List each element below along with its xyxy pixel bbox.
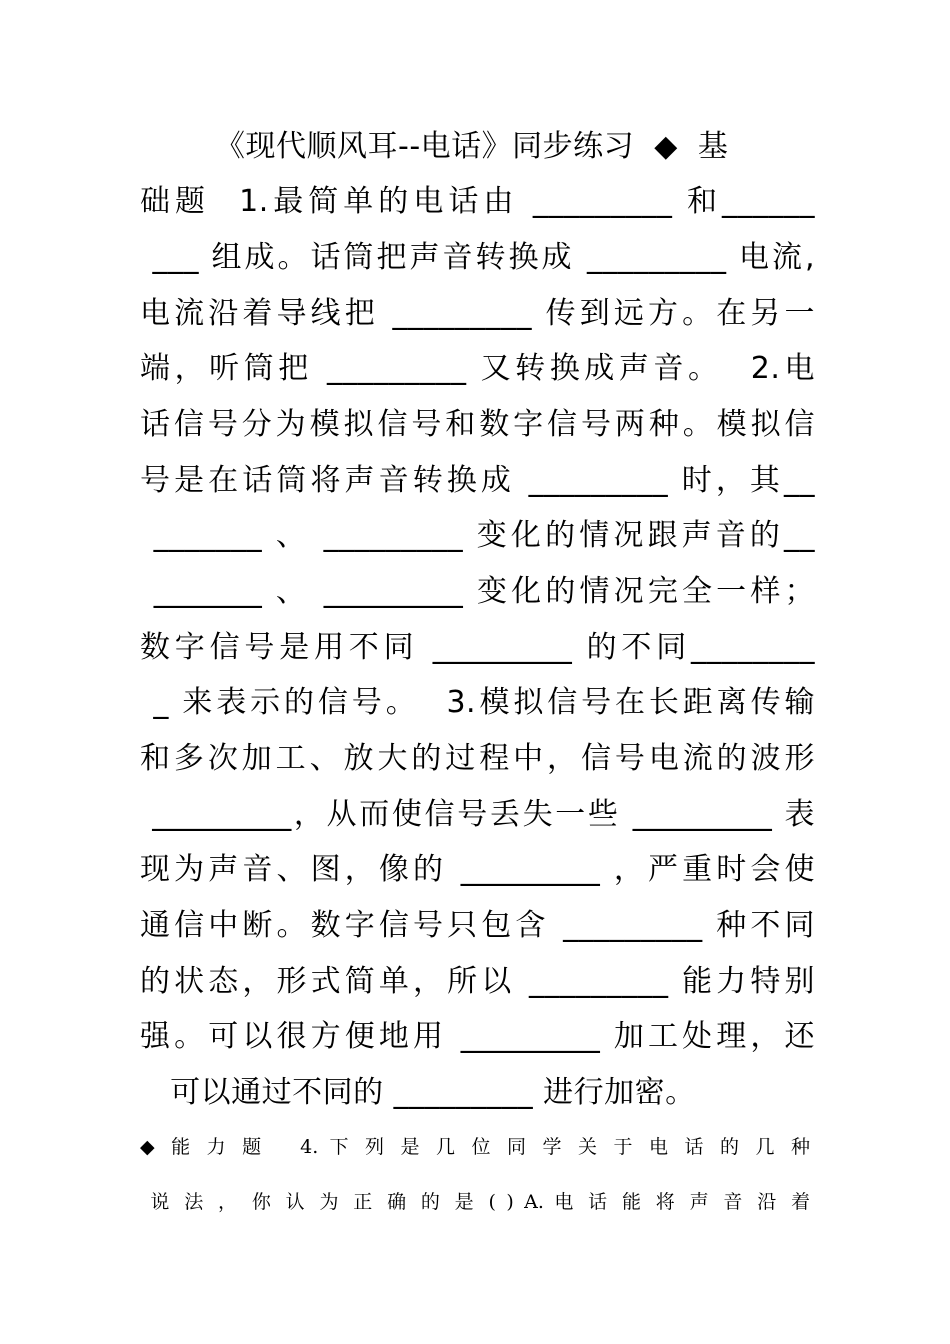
text-line-7: 号是在话筒将声音转换成 _________ 时，其__ bbox=[140, 463, 815, 498]
text-line-8: _______ 、 _________ 变化的情况跟声音的__ bbox=[140, 518, 815, 553]
title-line: 《现代顺风耳--电话》同步练习 ◆ 基 bbox=[215, 129, 729, 164]
text-line-15: 通信中断。数字信号只包含 _________ 种不同 bbox=[140, 908, 815, 943]
text-line-9: _______ 、 _________ 变化的情况完全一样； bbox=[140, 574, 815, 609]
text-line-3: ___ 组成。话筒把声音转换成 _________ 电流, bbox=[140, 240, 815, 275]
text-line-17: 强。可以很方便地用 _________ 加工处理，还 bbox=[140, 1019, 815, 1054]
text-line-11: _ 来表示的信号。 3.模拟信号在长距离传输 bbox=[140, 685, 815, 720]
section-line-1: ◆ 能 力 题 4. 下 列 是 几 位 同 学 关 于 电 话 的 几 种 bbox=[140, 1136, 810, 1158]
text-line-10: 数字信号是用不同 _________ 的不同________ bbox=[140, 630, 815, 665]
text-line-2: 础题 1.最简单的电话由 _________ 和______ bbox=[140, 184, 815, 219]
text-line-16: 的状态，形式简单，所以 _________ 能力特别 bbox=[140, 964, 815, 999]
text-line-6: 话信号分为模拟信号和数字信号两种。模拟信 bbox=[140, 407, 815, 442]
text-line-14: 现为声音、图，像的 _________ ，严重时会使 bbox=[140, 852, 815, 887]
section-line-2: 说 法 ， 你 认 为 正 确 的 是 ( ) A. 电 话 能 将 声 音 沿 着 bbox=[140, 1191, 810, 1213]
text-line-4: 电流沿着导线把 _________ 传到远方。在另一 bbox=[140, 296, 815, 331]
text-line-12: 和多次加工、放大的过程中，信号电流的波形 bbox=[140, 741, 815, 776]
text-line-5: 端，听筒把 _________ 又转换成声音。 2.电 bbox=[140, 351, 815, 386]
text-line-13: _________，从而使信号丢失一些 _________ 表 bbox=[140, 797, 815, 832]
text-line-18: 可以通过不同的 _________ 进行加密。 bbox=[140, 1075, 696, 1110]
